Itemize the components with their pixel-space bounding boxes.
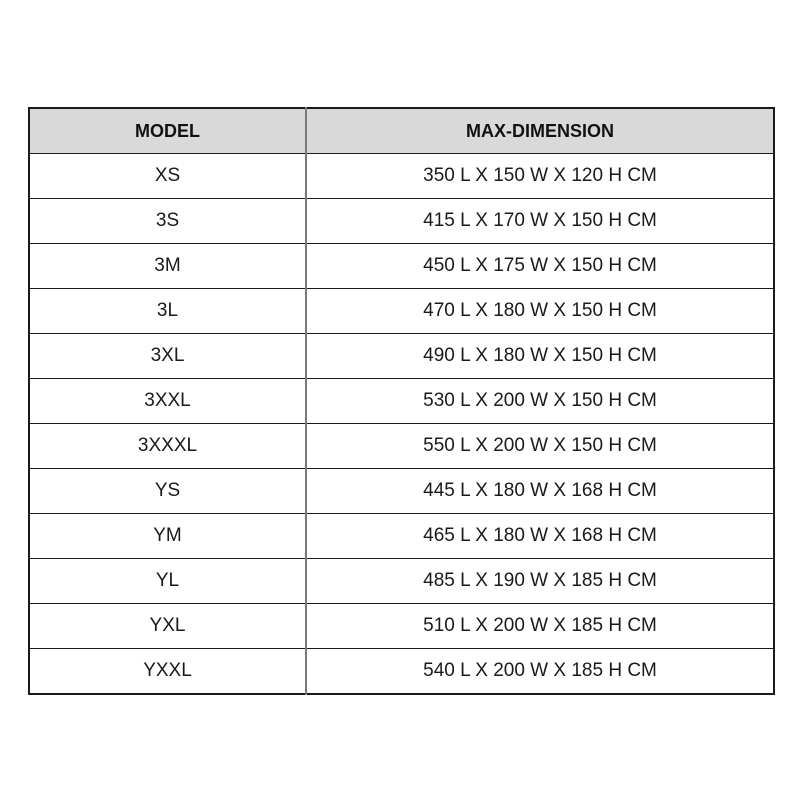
model-cell: 3S [29,199,306,244]
table-row [29,469,774,514]
dimension-cell: 415 L X 170 W X 150 H CM [306,199,774,244]
header-model: MODEL [29,108,306,154]
table-row [29,649,774,695]
table-row [29,154,774,199]
dimension-cell: 490 L X 180 W X 150 H CM [306,334,774,379]
table-header-row [29,108,774,154]
table-row [29,289,774,334]
model-cell: YM [29,514,306,559]
model-cell: 3L [29,289,306,334]
table-row [29,334,774,379]
model-cell: YXXL [29,649,306,695]
size-dimension-table [28,107,775,695]
model-cell: 3XXXL [29,424,306,469]
table-row [29,559,774,604]
table-row [29,514,774,559]
dimension-cell: 350 L X 150 W X 120 H CM [306,154,774,199]
model-cell: 3XL [29,334,306,379]
dimension-cell: 470 L X 180 W X 150 H CM [306,289,774,334]
model-cell: 3M [29,244,306,289]
model-cell: YL [29,559,306,604]
model-cell: XS [29,154,306,199]
header-max-dimension: MAX-DIMENSION [306,108,774,154]
dimension-cell: 550 L X 200 W X 150 H CM [306,424,774,469]
dimension-cell: 445 L X 180 W X 168 H CM [306,469,774,514]
dimension-cell: 530 L X 200 W X 150 H CM [306,379,774,424]
table-row [29,244,774,289]
model-cell: YXL [29,604,306,649]
dimension-cell: 450 L X 175 W X 150 H CM [306,244,774,289]
model-cell: 3XXL [29,379,306,424]
dimension-cell: 465 L X 180 W X 168 H CM [306,514,774,559]
dimension-cell: 485 L X 190 W X 185 H CM [306,559,774,604]
table-row [29,424,774,469]
table-row [29,604,774,649]
table-row [29,379,774,424]
dimension-cell: 540 L X 200 W X 185 H CM [423,660,657,681]
dimension-cell: 510 L X 200 W X 185 H CM [306,604,774,649]
table-row [29,199,774,244]
model-cell: YS [29,469,306,514]
